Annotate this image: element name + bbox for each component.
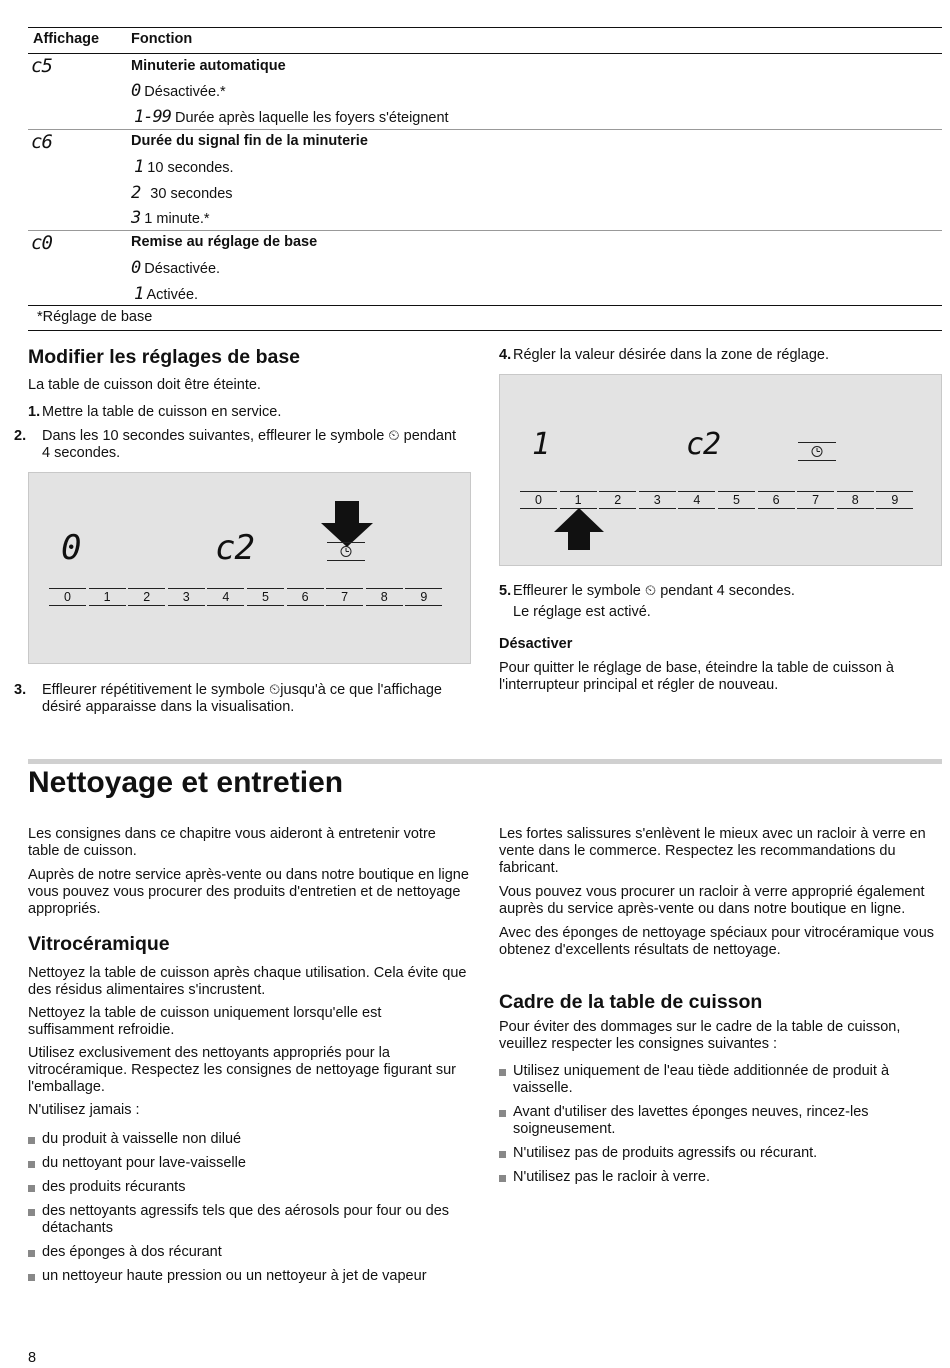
step-5: 5. Effleurer le symbole ⏲ pendant 4 secondes. (499, 583, 795, 599)
row-title: Durée du signal fin de la minuterie (131, 133, 368, 149)
list-item: Avant d'utiliser des lavettes éponges neuves, rincez-les soigneusement. (499, 1104, 941, 1138)
timer-icon (798, 443, 836, 460)
option-row: 0 Désactivée. (131, 258, 221, 278)
scale-cell: 2 (128, 588, 165, 606)
bullet-icon (28, 1161, 35, 1168)
arrow-up-icon (554, 508, 606, 550)
timer-key (798, 442, 836, 461)
control-panel-illustration (28, 472, 471, 664)
list-item: un nettoyeur haute pression ou un nettoyeur à jet de vapeur (28, 1268, 470, 1285)
vitro-bullet-list (28, 1131, 470, 1285)
nettoyage-right-column (499, 826, 941, 959)
bullet-icon (28, 1274, 35, 1281)
scale-cell: 0 (520, 491, 557, 509)
scale-cell: 4 (678, 491, 715, 509)
page-number: 8 (28, 1350, 37, 1366)
table-footnote: *Réglage de base (37, 309, 153, 325)
step-1: 1. Mettre la table de cuisson en service. (28, 404, 282, 420)
paragraph: Avec des éponges de nettoyage spéciaux pour vitrocéramique vous obtenez d'excellents résultats de nettoyage. (499, 925, 935, 958)
code-display: c2 (215, 528, 254, 568)
option-row: 1-99 Durée après laquelle les foyers s'éteignent (134, 107, 449, 127)
code-display: c2 (686, 427, 721, 462)
timer-icon (327, 543, 365, 560)
scale-cell: 9 (876, 491, 913, 509)
paragraph: Nettoyez la table de cuisson après chaque utilisation. Cela évite que des résidus alimentaires s'incrustent. (28, 965, 467, 998)
cadre-bullet-list (499, 1063, 941, 1186)
paragraph: N'utilisez jamais : (28, 1102, 140, 1118)
list-item: N'utilisez pas le racloir à verre. (499, 1169, 941, 1186)
table-header-function: Fonction (131, 31, 193, 47)
scale-cell: 5 (718, 491, 755, 509)
desactiver-text: Pour quitter le réglage de base, éteindre la table de cuisson à l'interrupteur principal et régler de nouveau. (499, 660, 894, 693)
scale-cell: 0 (49, 588, 86, 606)
touch-scale (520, 491, 916, 509)
bullet-icon (28, 1137, 35, 1144)
control-panel-illustration (499, 374, 942, 566)
modifier-intro: La table de cuisson doit être éteinte. (28, 377, 261, 393)
section-title-modifier: Modifier les réglages de base (28, 346, 301, 368)
option-row: 1 10 secondes. (134, 157, 234, 177)
bullet-icon (28, 1209, 35, 1216)
step-2: 2. Dans les 10 secondes suivantes, effleurer le symbole ⏲ pendant 4 secondes. (14, 428, 457, 461)
list-item: N'utilisez pas de produits agressifs ou récurant. (499, 1145, 941, 1162)
bullet-icon (28, 1185, 35, 1192)
cadre-intro: Pour éviter des dommages sur le cadre de la table de cuisson, veuillez respecter les consignes suivantes : (499, 1019, 901, 1052)
scale-cell: 5 (247, 588, 284, 606)
section-title-cadre: Cadre de la table de cuisson (499, 991, 763, 1013)
row-title: Minuterie automatique (131, 58, 286, 74)
scale-cell: 3 (168, 588, 205, 606)
list-item: du nettoyant pour lave-vaisselle (28, 1155, 470, 1172)
scale-cell: 6 (287, 588, 324, 606)
step-4: 4. Régler la valeur désirée dans la zone de réglage. (499, 347, 829, 363)
scale-cell: 7 (326, 588, 363, 606)
list-item: du produit à vaisselle non dilué (28, 1131, 470, 1148)
scale-cell: 8 (837, 491, 874, 509)
scale-cell: 4 (207, 588, 244, 606)
list-item: des produits récurants (28, 1179, 470, 1196)
paragraph: Auprès de notre service après-vente ou dans notre boutique en ligne vous pouvez vous procurer des produits d'entretien et de nettoyage appropriés. (28, 867, 469, 917)
list-item: Utilisez uniquement de l'eau tiède additionnée de produit à vaisselle. (499, 1063, 941, 1097)
bullet-icon (499, 1175, 506, 1182)
option-row: 0 Désactivée.* (131, 81, 226, 101)
scale-cell: 1 (560, 491, 597, 509)
option-row: 1 Activée. (134, 284, 199, 304)
paragraph: Nettoyez la table de cuisson uniquement lorsqu'elle est suffisamment refroidie. (28, 1005, 382, 1038)
timer-key (327, 542, 365, 561)
chapter-title: Nettoyage et entretien (28, 766, 344, 799)
touch-scale (49, 588, 445, 606)
vitro-paragraphs (28, 965, 470, 1119)
section-title-vitro: Vitrocéramique (28, 933, 170, 955)
bullet-icon (28, 1250, 35, 1257)
scale-cell: 8 (366, 588, 403, 606)
bullet-icon (499, 1151, 506, 1158)
row-code-c6: c6 (31, 131, 52, 153)
scale-cell: 3 (639, 491, 676, 509)
scale-cell: 6 (758, 491, 795, 509)
paragraph: Vous pouvez vous procurer un racloir à verre approprié également auprès du service après-vente ou dans notre boutique en ligne. (499, 884, 925, 917)
scale-cell: 7 (797, 491, 834, 509)
paragraph: Les fortes salissures s'enlèvent le mieux avec un racloir à verre en vente dans le commerce. Respectez les recommandations du fabricant. (499, 826, 926, 876)
step-3: 3. Effleurer répétitivement le symbole ⏲jusqu'à ce que l'affichage désiré apparaisse dans la visualisation. (14, 682, 442, 715)
scale-cell: 2 (599, 491, 636, 509)
paragraph: Les consignes dans ce chapitre vous aideront à entretenir votre table de cuisson. (28, 826, 436, 859)
list-item: des éponges à dos récurant (28, 1244, 470, 1261)
bullet-icon (499, 1110, 506, 1117)
scale-cell: 9 (405, 588, 442, 606)
option-row: 2 30 secondes (131, 183, 233, 203)
row-code-c0: c0 (31, 232, 52, 254)
row-title: Remise au réglage de base (131, 234, 318, 250)
row-code-c5: c5 (31, 55, 52, 77)
scale-cell: 1 (89, 588, 126, 606)
list-item: des nettoyants agressifs tels que des aérosols pour four ou des détachants (28, 1203, 470, 1237)
power-level-display: 0 (61, 528, 81, 568)
desactiver-title: Désactiver (499, 636, 573, 652)
option-row: 3 1 minute.* (131, 208, 210, 228)
paragraph: Utilisez exclusivement des nettoyants appropriés pour la vitrocéramique. Respectez les consignes de nettoyage figurant sur l'emballage. (28, 1045, 456, 1095)
power-level-display: 1 (532, 427, 550, 462)
step-5-result: Le réglage est activé. (513, 604, 651, 620)
table-header-display: Affichage (33, 31, 100, 47)
section-divider (28, 759, 942, 764)
bullet-icon (499, 1069, 506, 1076)
nettoyage-left-column (28, 826, 470, 918)
